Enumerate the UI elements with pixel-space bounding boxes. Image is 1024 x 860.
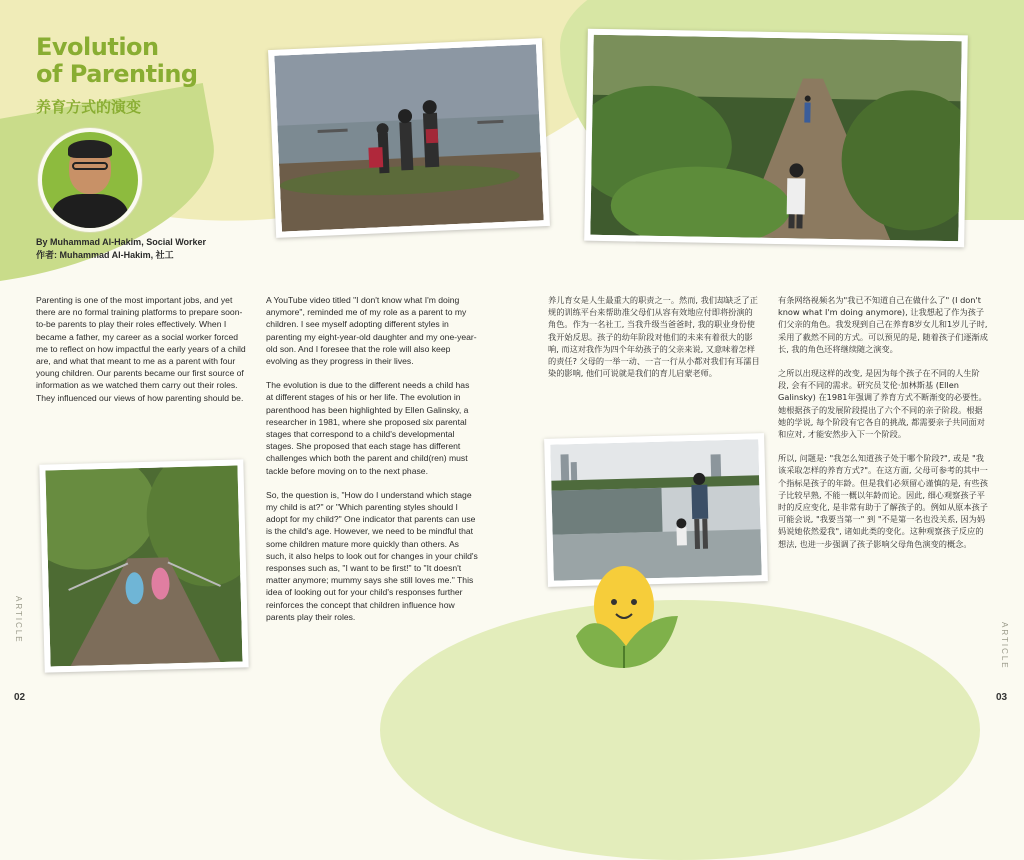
page-title <box>36 34 198 88</box>
paragraph: Parenting is one of the most important jobs, and yet there are no formal training platforms to prepare soon-to-be parents to play their roles effectively. When I became a father, my career as a social worker forced me to reflect on how impactful the early years of a child are, and what that meant to me as a parent with four young children. Our parents became our first source of information as we watched them carry out their roles. They influenced our views of how parenting should be. <box>36 295 246 403</box>
paragraph: 之所以出现这样的改变, 是因为每个孩子在不同的人生阶段, 会有不同的需求。研究员艾伦·加林斯基 (Ellen Galinsky) 在1981年强调了养育方式不断渐变的必要性。她根据孩子的发展阶段提出了六个不同的亲子阶段。根据她的学说, 每个阶段有它各自的挑战, 都需要亲子共同面对和应对, 才能安然步入下一个阶段。 <box>778 368 987 440</box>
corn-mascot-icon <box>566 556 686 676</box>
paragraph: 养儿育女是人生最重大的职责之一。然而, 我们却缺乏了正规的训练平台来帮助准父母们从容有效地应付即将扮演的角色。作为一名社工, 当我升级当爸爸时, 我的职业身份使我开始反思。孩子的幼年阶段对他们的未来有着很大的影响, 而这对我作为四个年幼孩子的父亲来说, 又意味着怎样的责任? 父母的一举一动、一言一行从小都对我们有耳濡目染的影响, 他们可说就是我们的育儿启蒙老师。 <box>548 295 760 379</box>
page-number-right: 03 <box>996 692 1008 703</box>
page-number-left: 02 <box>14 692 26 703</box>
paragraph: The evolution is due to the different needs a child has at different stages of his or her life. The evolution in parenthood has been highlighted by Ellen Galinsky, a researcher in 1981, where she proposed six parental stages that correspond to a child's developmental stages. She proposed that each stage has different challenges which both the parent and child(ren) must tackle before moving on to the next phase. <box>266 380 470 476</box>
page-title-zh: 养育方式的演变 <box>36 98 142 116</box>
byline <box>36 236 206 262</box>
paragraph: So, the question is, "How do I understand which stage my child is at?" or "Which parenting styles should I adopt for my child?" One indicator that parents can use is the child's age. However, we need to be mindful that some children mature more quickly than others. As such, it also helps to look out for changes in your child's responses such as, "I want to be first!" to "It doesn't matter anymore; mummy says she still loves me." This idea of looking out for your child's responses further reinforces the concept that children influence how parents play their roles. <box>266 489 478 622</box>
title-line-2: of Parenting <box>36 60 198 88</box>
sidebar-label-left: ARTICLE <box>14 596 23 644</box>
paragraph: 有条网络视频名为"我已不知道自己在做什么了" (I don't know what I'm doing anymore), 让我想起了作为孩子们父亲的角色。我发现到自己在养育8岁女儿和1岁儿子时, 采用了截然不同的方式。可以预见的是, 随着孩子们逐渐成长, 我的角色还将继续随之演变。 <box>778 295 988 354</box>
boardwalk-image <box>590 35 961 241</box>
photo-beach <box>268 38 550 238</box>
column-en-2 <box>266 294 478 635</box>
photo-bridge-raincoats <box>39 459 248 672</box>
photo-boardwalk-forest <box>584 29 968 248</box>
bridge-image <box>45 466 242 667</box>
sidebar-label-right: ARTICLE <box>1000 622 1009 670</box>
beach-image <box>274 44 543 231</box>
author-avatar <box>38 128 142 232</box>
byline-zh: 作者: Muhammad Al-Hakim, 社工 <box>36 250 174 260</box>
column-en-1 <box>36 294 248 416</box>
column-zh-2 <box>778 294 988 562</box>
byline-en: By Muhammad Al-Hakim, Social Worker <box>36 237 207 247</box>
title-line-1: Evolution <box>36 33 159 61</box>
paragraph: 所以, 问题是: "我怎么知道孩子处于哪个阶段?", 或是 "我该采取怎样的养育方式?"。在这方面, 父母可参考的其中一个指标是孩子的年龄。但是我们必须留心谨慎的是, 有些孩子比较早熟, 不能一概以年龄而论。因此, 细心观察孩子平时的反应变化, 是非常有助于了解孩子的。例如从原本孩子可能会说, "我要当第一" 到 "不是第一名也没关系, 因为妈妈说她依然爱我", 诸如此类的变化。这种观察孩子反应的想法, 也进一步强调了孩子影响父母角色演变的概念。 <box>778 453 988 549</box>
paragraph: A YouTube video titled "I don't know what I'm doing anymore", reminded me of my role as a parent to my children. I see myself adopting different styles in parenting my eight-year-old daughter and my one-year-old son. And I foresee that the role will also keep evolving as they progress in their lives. <box>266 295 477 367</box>
column-zh-1 <box>548 294 760 391</box>
